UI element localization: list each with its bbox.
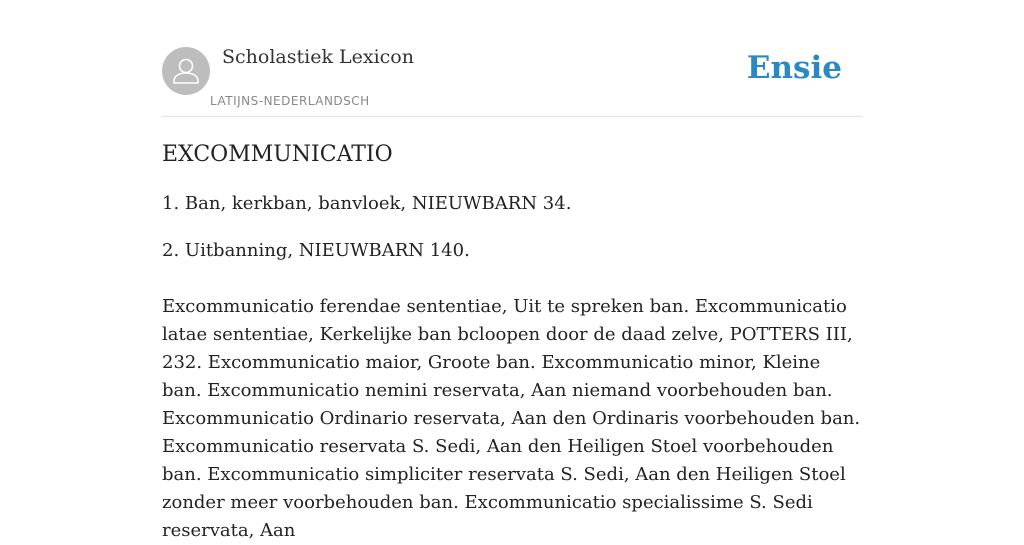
entry-content bbox=[162, 140, 862, 545]
entry-header bbox=[162, 46, 862, 117]
user-icon bbox=[162, 47, 210, 95]
avatar[interactable] bbox=[162, 47, 210, 95]
source-title[interactable]: Scholastiek Lexicon bbox=[222, 46, 414, 68]
headword: EXCOMMUNICATIO bbox=[162, 142, 393, 167]
ensie-logo[interactable]: Ensie bbox=[746, 50, 842, 86]
source-subtitle: LATIJNS-NEDERLANDSCH bbox=[210, 94, 370, 108]
definition-1: 1. Ban, kerkban, banvloek, NIEUWBARN 34. bbox=[162, 193, 572, 214]
definition-2: 2. Uitbanning, NIEUWBARN 140. bbox=[162, 240, 470, 261]
entry-body-text: Excommunicatio ferendae sententiae, Uit te spreken ban. Excommunicatio latae sententiae, Kerkelijke ban bcloopen door de daad zelve, POTTERS III, 232. Excommunicatio maior, Groote ban. Excommunicatio minor, Kleine ban. Excommunicatio nemini reservata, Aan niemand voorbehouden ban. Excommunicatio Ordinario reservata, Aan den Ordinaris voorbehouden ban. Excommunicatio reservata S. Sedi, Aan den Heiligen Stoel voorbehouden ban. Excommunicatio simpliciter reservata S. Sedi, Aan den Heiligen Stoel zonder meer voorbehouden ban. Excommunicatio specialissime S. Sedi reservata, Aan bbox=[162, 296, 861, 541]
